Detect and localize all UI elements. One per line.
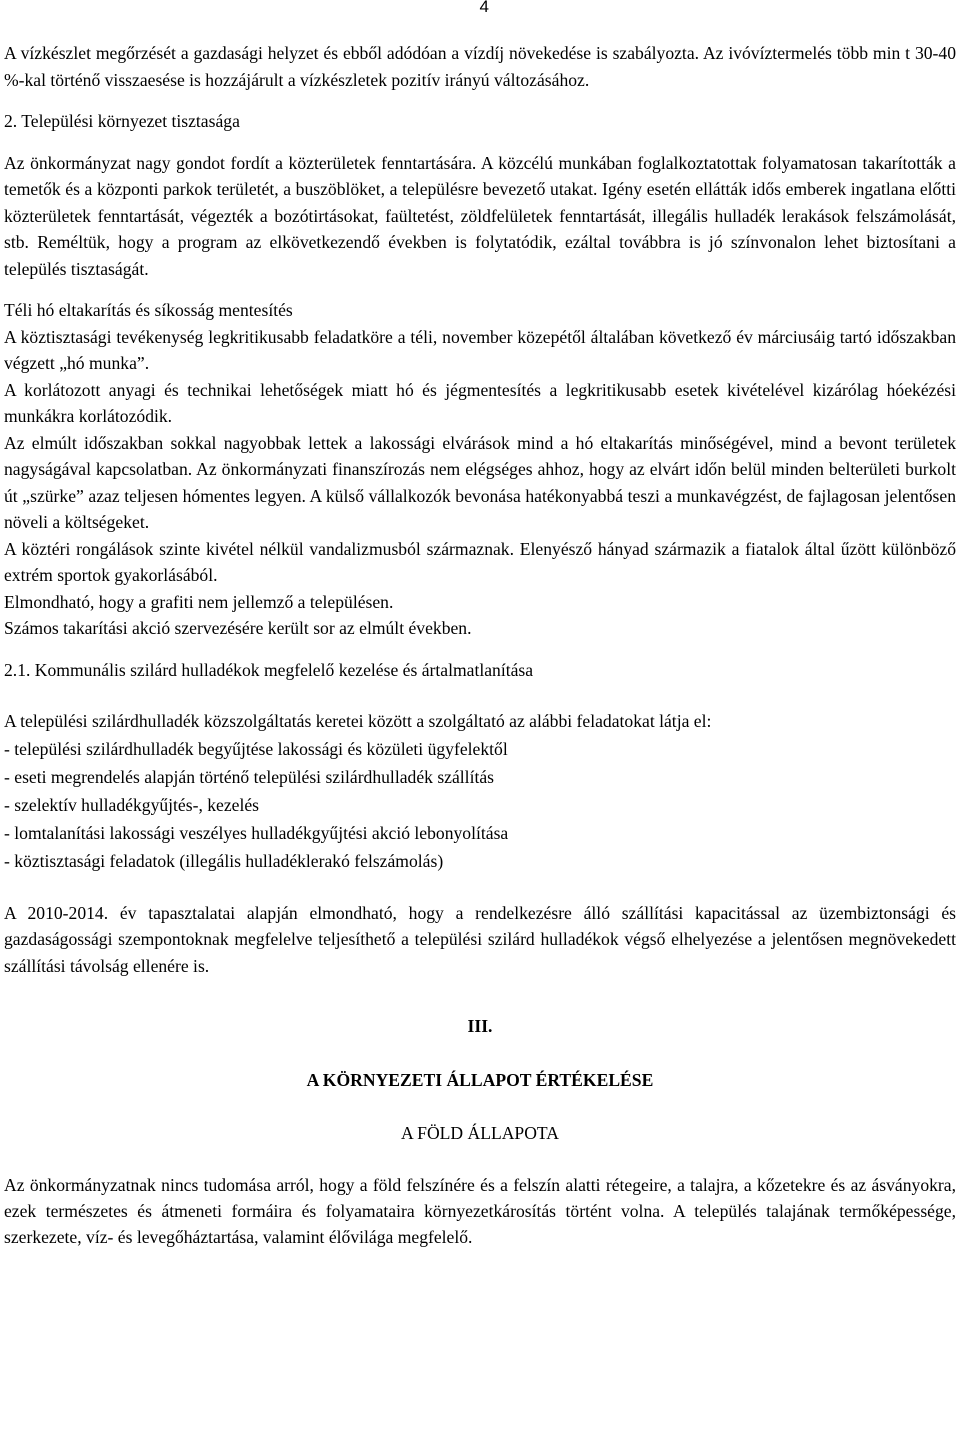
winter-paragraph: A korlátozott anyagi és technikai lehetőségek miatt hó és jégmentesítés a legkritikusabb esetek kivételével kizárólag hóekézési munkákra korlátozódik. (4, 379, 956, 426)
section-2-1-intro: A települési szilárdhulladék közszolgáltatás keretei között a szolgáltató az alábbi feladatokat látja el: (4, 711, 712, 731)
list-item: - települési szilárdhulladék begyűjtése lakossági és közületi ügyfelektől (4, 738, 508, 759)
task-list (4, 735, 956, 875)
chapter-title: A KÖRNYEZETI ÁLLAPOT ÉRTÉKELÉSE (306, 1069, 654, 1090)
winter-paragraph: Az elmúlt időszakban sokkal nagyobbak lettek a lakossági elvárások mind a hó eltakarítás minőségével, mind a bevont területek nagyságával kapcsolatban. Az önkormányzati finanszírozás nem elégséges ahhoz, hogy az elvárt időn belül minden belterületi burkolt út „szürke” azaz teljesen hómentes legyen. A külső vállalkozók bevonása hatékonyabbá teszi a munkavégzést, de fajlagosan jelentősen növeli a költségeket. (4, 432, 956, 532)
winter-paragraph: Elmondható, hogy a grafiti nem jellemző a településen. (4, 591, 394, 612)
chapter-paragraph: Az önkormányzatnak nincs tudomása arról, hogy a föld felszínére és a felszín alatti rétegeire, a talajra, a kőzetekre és az ásványokra, ezek természetes és átmeneti formáira és folyamataira környezetkárosítás történt volna. A település talajának termőképessége, szerkezete, víz- és levegőháztartása, valamint élővilága megfelelő. (4, 1174, 956, 1248)
section-2-1-heading: 2.1. Kommunális szilárd hulladékok megfelelő kezelése és ártalmatlanítása (4, 659, 534, 680)
list-item: - köztisztasági feladatok (illegális hulladéklerakó felszámolás) (4, 850, 444, 871)
winter-heading: Téli hó eltakarítás és síkosság mentesítés (4, 300, 293, 320)
list-item: - eseti megrendelés alapján történő települési szilárdhulladék szállítás (4, 766, 494, 787)
page-number: 4 (479, 0, 489, 16)
section-2-heading: 2. Települési környezet tisztasága (4, 111, 240, 131)
intro-paragraph: A vízkészlet megőrzését a gazdasági helyzet és ebből adódóan a vízdíj növekedése is szabályozta. Az ivóvíztermelés több min t 30-40 %-kal történő visszaesése is hozzájárult a vízkészletek pozitív irányú változásához. (4, 43, 956, 90)
list-item: - szelektív hulladékgyűjtés-, kezelés (4, 794, 260, 815)
chapter-number: III. (467, 1016, 493, 1036)
section-2-1-paragraph: A 2010-2014. év tapasztalatai alapján elmondható, hogy a rendelkezésre álló szállítási kapacitással az üzembiztonsági és gazdaságossági szempontoknak megfelelve teljesíthető a települési szilárd hulladékok végső elhelyezése a jelentősen megnövekedett szállítási távolság ellenére is. (4, 902, 956, 976)
chapter-subtitle: A FÖLD ÁLLAPOTA (401, 1123, 559, 1143)
document-body (4, 40, 956, 1250)
winter-paragraph: Számos takarítási akció szervezésére került sor az elmúlt években. (4, 618, 472, 638)
winter-paragraph: A köztisztasági tevékenység legkritikusabb feladatköre a téli, november közepétől általában következő év márciusáig tartó időszakban végzett „hó munka”. (4, 326, 956, 373)
winter-paragraph: A köztéri rongálások szinte kivétel nélkül vandalizmusból származnak. Elenyésző hányad származik a fiatalok által űzött különböző extrém sportok gyakorlásából. (4, 538, 956, 585)
list-item: - lomtalanítási lakossági veszélyes hulladékgyűjtési akció lebonyolítása (4, 822, 509, 843)
section-2-paragraph: Az önkormányzat nagy gondot fordít a közterületek fenntartására. A közcélú munkában foglalkoztatottak folyamatosan takarították a temetők és a központi parkok területét, a buszöblöket, a településre bevezető utakat. Igény esetén ellátták idős emberek ingatlana előtti közterületek fenntartását, végezték a bozótirtásokat, faültetést, zöldfelületek fenntartását, illegális hulladék lerakások felszámolását, stb. Reméltük, hogy a program az elkövetkezendő években is folytatódik, ezáltal továbbra is jó színvonalon lehet biztosítani a település tisztaságát. (4, 152, 956, 279)
